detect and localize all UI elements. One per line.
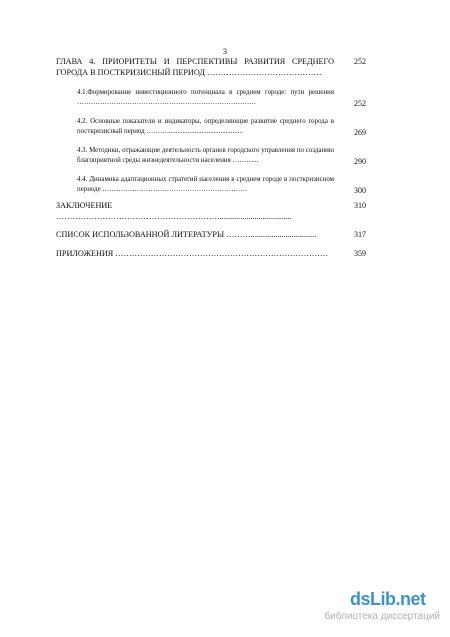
toc-entry-title: ЗАКЛЮЧЕНИЕ ……………………………………………………................................... (56, 201, 292, 221)
toc-entry-title: 4.4. Динамика адаптационных стратегий населения в среднем городе в посткризисном периоде ……………………………………………………… (77, 176, 334, 193)
toc-entry-page: 310 (354, 201, 366, 210)
dslib-watermark (324, 589, 440, 622)
toc-entry-conclusion (56, 201, 366, 222)
toc-entry-title: СПИСОК ИСПОЛЬЗОВАННОЙ ЛИТЕРАТУРЫ ………................................ (56, 230, 317, 239)
table-of-contents (56, 57, 366, 259)
watermark-brand: dsLib.net (350, 589, 426, 609)
toc-entry-title: 4.2. Основные показатели и индикаторы, определяющие развитие среднего города в посткризисный период ………............................................ (77, 118, 334, 135)
toc-entry-4-1 (56, 88, 366, 108)
toc-entry-appendices (56, 249, 366, 260)
toc-entry-4-3 (56, 146, 366, 166)
watermark-tagline: библиотека диссертаций (324, 611, 440, 622)
toc-entry-page: 300 (354, 186, 366, 195)
toc-entry-title: ГЛАВА 4. ПРИОРИТЕТЫ И ПЕРСПЕКТИВЫ РАЗВИТИЯ СРЕДНЕГО ГОРОДА В ПОСТКРИЗИСНЫЙ ПЕРИОД …………………………………… (56, 57, 334, 77)
toc-entry-page: 252 (354, 99, 366, 108)
toc-entry-chapter-4 (56, 57, 366, 78)
toc-entry-title: 4.1.Формирование инвестиционного потенциала в среднем городе: пути решения …………………………………………………………………… (77, 89, 334, 106)
toc-entry-title: 4.3. Методики, отражающие деятельность органов городского управления по созданию благоприятной среды жизнедеятельности населения ………... (77, 147, 334, 164)
toc-entry-page: 359 (354, 248, 366, 258)
toc-entry-page: 252 (354, 57, 366, 66)
toc-entry-4-4 (56, 175, 366, 195)
toc-entry-title: ПРИЛОЖЕНИЯ …………………………………………………………………… (56, 248, 329, 258)
toc-entry-bibliography (56, 230, 366, 241)
page-number: 3 (223, 47, 227, 56)
toc-entry-4-2 (56, 117, 366, 137)
toc-entry-page: 317 (354, 230, 366, 239)
toc-entry-page: 269 (354, 128, 366, 137)
toc-entry-page: 290 (354, 157, 366, 166)
